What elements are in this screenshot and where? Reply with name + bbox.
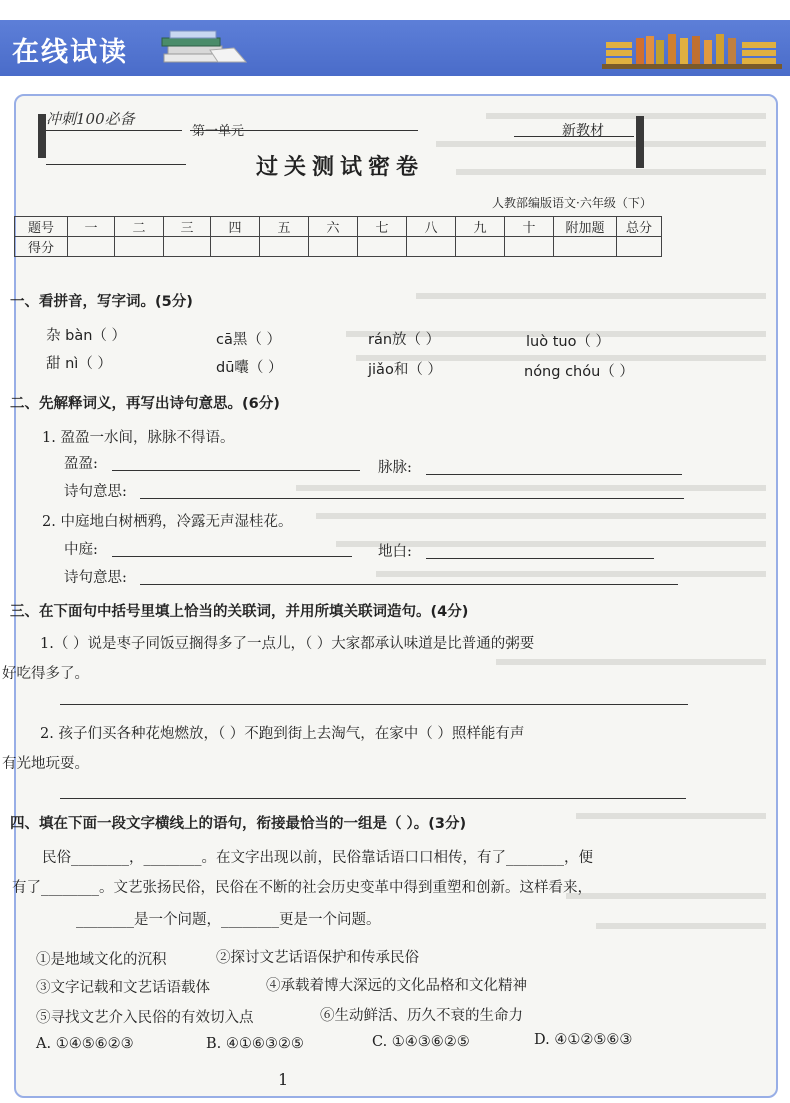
score-cell[interactable] [309, 237, 358, 257]
score-cell[interactable] [505, 237, 554, 257]
header-rule-mid [190, 130, 418, 131]
section4-heading: 四、填在下面一段文字横线上的语句，衔接最恰当的一组是（ ）。(3分) [10, 816, 467, 832]
col-10: 十 [505, 217, 554, 237]
option-1: ①是地域文化的沉积 [36, 952, 167, 968]
option-5: ⑤寻找文艺介入民俗的有效切入点 [36, 1010, 254, 1026]
score-cell[interactable] [358, 237, 407, 257]
choice-c[interactable]: C. ①④③⑥②⑤ [372, 1034, 470, 1050]
section2-heading: 二、先解释词义，再写出诗句意思。(6分) [10, 396, 280, 412]
col-7: 七 [358, 217, 407, 237]
score-table [14, 216, 662, 257]
pinyin-item: 杂 bàn（ ） [46, 328, 126, 344]
edition-label: 人教部编版语文·六年级（下） [492, 196, 652, 210]
series-label: 新教材 [562, 123, 604, 139]
label-maimai: 脉脉: [378, 460, 412, 476]
pinyin-item: cā黑（ ） [216, 332, 281, 348]
label-meaning-1: 诗句意思: [64, 484, 127, 500]
banner-title: 在线试读 [12, 37, 128, 68]
score-cell[interactable] [617, 237, 662, 257]
question-3-2: 2. 孩子们买各种花炮燃放，（ ）不跑到街上去淘气，在家中（ ）照样能有声 [40, 726, 525, 742]
option-6: ⑥生动鲜活、历久不衰的生命力 [320, 1008, 523, 1024]
answer-line[interactable] [140, 584, 678, 585]
score-cell[interactable] [211, 237, 260, 257]
col-3: 三 [164, 217, 211, 237]
pinyin-item: rán放（ ） [368, 332, 441, 348]
option-4: ④承载着博大深远的文化品格和文化精神 [266, 978, 527, 994]
row-label-score: 得分 [15, 237, 68, 257]
choice-a[interactable]: A. ①④⑤⑥②③ [36, 1036, 134, 1052]
col-total: 总分 [617, 217, 662, 237]
section3-heading: 三、在下面句中括号里填上恰当的关联词，并用所填关联词造句。(4分) [10, 604, 469, 620]
col-1: 一 [68, 217, 115, 237]
choice-b[interactable]: B. ④①⑥③②⑤ [206, 1036, 304, 1052]
brand-logo: 冲刺100必备 [46, 110, 135, 128]
row-label-number: 题号 [15, 217, 68, 237]
brand-underline [46, 130, 182, 131]
label-dibai: 地白: [378, 544, 412, 560]
pinyin-item: dū囔（ ） [216, 360, 283, 376]
section1-heading: 一、看拼音，写字词。(5分) [10, 294, 193, 310]
answer-line[interactable] [426, 474, 682, 475]
label-zhongting: 中庭: [64, 542, 98, 558]
question-3-1: 1.（ ）说是枣子同饭豆搁得多了一点儿，（ ）大家都承认味道是比普通的粥要 [40, 636, 535, 652]
choice-d[interactable]: D. ④①②⑤⑥③ [534, 1032, 633, 1048]
pinyin-item: jiǎo和（ ） [368, 362, 442, 378]
poem-line-1: 1. 盈盈一水间，脉脉不得语。 [42, 430, 235, 446]
answer-line[interactable] [60, 798, 686, 799]
col-9: 九 [456, 217, 505, 237]
option-2: ②探讨文艺话语保护和传承民俗 [216, 950, 419, 966]
pinyin-item: nóng chóu（ ） [524, 364, 634, 380]
answer-line[interactable] [112, 470, 360, 471]
passage-line-2: 有了________。文艺张扬民俗，民俗在不断的社会历史变革中得到重塑和创新。这样看来， [12, 880, 592, 896]
score-cell[interactable] [260, 237, 309, 257]
unit-label: 第一单元 [192, 124, 245, 139]
exam-paper [2, 96, 776, 1096]
answer-line[interactable] [112, 556, 352, 557]
header-rule-left [46, 164, 186, 165]
top-banner [0, 20, 790, 76]
col-4: 四 [211, 217, 260, 237]
passage-line-3: ________是一个问题，________更是一个问题。 [76, 912, 381, 928]
col-bonus: 附加题 [554, 217, 617, 237]
question-3-1-cont: 好吃得多了。 [2, 666, 89, 682]
score-row-numbers [15, 217, 662, 237]
answer-line[interactable] [426, 558, 654, 559]
score-cell[interactable] [554, 237, 617, 257]
col-2: 二 [115, 217, 164, 237]
col-8: 八 [407, 217, 456, 237]
col-6: 六 [309, 217, 358, 237]
col-5: 五 [260, 217, 309, 237]
score-cell[interactable] [164, 237, 211, 257]
passage-line-1: 民俗________，________。在文字出现以前，民俗靠话语口口相传，有了________，便 [42, 850, 593, 866]
score-row-scores [15, 237, 662, 257]
score-cell[interactable] [456, 237, 505, 257]
bookshelf-icon [602, 28, 782, 70]
exam-title: 过关测试密卷 [256, 154, 425, 180]
question-3-2-cont: 有光地玩耍。 [2, 756, 89, 772]
left-accent-bar [38, 114, 46, 158]
label-meaning-2: 诗句意思: [64, 570, 127, 586]
option-3: ③文字记载和文艺话语载体 [36, 980, 210, 996]
score-cell[interactable] [68, 237, 115, 257]
poem-line-2: 2. 中庭地白树栖鸦，冷露无声湿桂花。 [42, 514, 293, 530]
right-accent-bar [636, 116, 644, 168]
answer-line[interactable] [60, 704, 688, 705]
pinyin-item: 甜 nì（ ） [46, 356, 112, 372]
pinyin-item: luò tuo（ ） [526, 334, 611, 350]
books-icon [160, 28, 250, 68]
page-number: 1 [278, 1070, 289, 1089]
score-cell[interactable] [115, 237, 164, 257]
label-yingying: 盈盈: [64, 456, 98, 472]
header-rule-right [514, 136, 634, 137]
answer-line[interactable] [140, 498, 684, 499]
preview-frame [2, 94, 778, 1098]
score-cell[interactable] [407, 237, 456, 257]
